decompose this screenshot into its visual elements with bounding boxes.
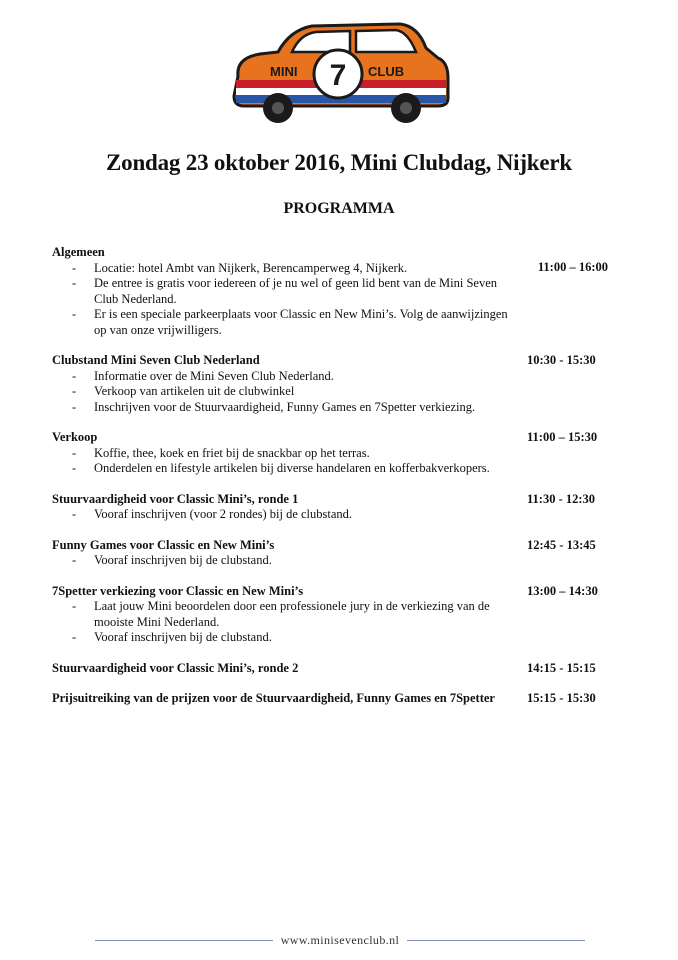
section-items — [52, 446, 622, 477]
section-time: 11:00 – 16:00 — [537, 260, 608, 274]
list-item: - Koffie, thee, koek en friet bij de snackbar op het terras. — [52, 446, 512, 462]
program-section — [52, 538, 622, 569]
section-title: Stuurvaardigheid voor Classic Mini’s, ronde 2 — [52, 660, 299, 675]
section-title: Clubstand Mini Seven Club Nederland — [52, 353, 260, 367]
program-section — [52, 584, 622, 646]
program-section — [52, 492, 622, 523]
section-title: Stuurvaardigheid voor Classic Mini’s, ronde 1 — [52, 491, 299, 506]
section-time: 14:15 - 15:15 — [527, 660, 596, 675]
list-item: - Vooraf inschrijven bij de clubstand. — [52, 630, 512, 646]
program-section — [52, 430, 622, 477]
section-header — [52, 430, 622, 446]
list-item: - Vooraf inschrijven (voor 2 rondes) bij de clubstand. — [52, 507, 512, 523]
list-item: - Informatie over de Mini Seven Club Nederland. — [52, 369, 512, 385]
list-item: - Locatie: hotel Ambt van Nijkerk, Berencamperweg 4, Nijkerk. — [52, 261, 512, 277]
section-header — [52, 245, 622, 261]
list-item: - Er is een speciale parkeerplaats voor Classic en New Mini’s. Volg de aanwijzingen op van onze vrijwilligers. — [52, 307, 512, 338]
section-items — [52, 599, 622, 646]
footer-rule-right — [407, 940, 585, 941]
program-section — [52, 691, 622, 707]
section-header — [52, 691, 622, 707]
section-items — [52, 553, 622, 569]
section-title: Prijsuitreiking van de prijzen voor de Stuurvaardigheid, Funny Games en 7Spetter — [52, 691, 495, 705]
logo-club-text: CLUB — [368, 64, 405, 79]
section-header — [52, 661, 622, 677]
section-title: Verkoop — [52, 430, 98, 444]
section-time: 15:15 - 15:30 — [527, 691, 596, 705]
page-subtitle: PROGRAMMA — [283, 200, 395, 217]
section-time: 10:30 - 15:30 — [527, 353, 596, 367]
list-item: - Onderdelen en lifestyle artikelen bij diverse handelaren en kofferbakverkopers. — [52, 461, 512, 477]
section-header — [52, 584, 622, 600]
list-item: - Verkoop van artikelen uit de clubwinkel — [52, 384, 512, 400]
section-items — [52, 507, 622, 523]
list-item: - Vooraf inschrijven bij de clubstand. — [52, 553, 512, 569]
logo-number-text: 7 — [329, 59, 347, 92]
mini-seven-club-logo — [220, 18, 460, 128]
program-list — [52, 245, 622, 722]
list-item: - Laat jouw Mini beoordelen door een professionele jury in de verkiezing van de mooiste Mini Nederland. — [52, 599, 512, 630]
section-time: 11:30 - 12:30 — [527, 491, 596, 506]
program-section — [52, 245, 622, 338]
section-header — [52, 538, 622, 554]
section-time: 13:00 – 14:30 — [527, 583, 598, 598]
program-section — [52, 353, 622, 415]
page-title: Zondag 23 oktober 2016, Mini Clubdag, Nijkerk — [106, 150, 572, 175]
section-time: 11:00 – 15:30 — [527, 430, 598, 444]
list-item: - De entree is gratis voor iedereen of je nu wel of geen lid bent van de Mini Seven Club Nederland. — [52, 276, 512, 307]
section-title: Funny Games voor Classic en New Mini’s — [52, 537, 275, 552]
footer-rule-left — [95, 940, 273, 941]
section-time: 12:45 - 13:45 — [527, 537, 596, 552]
section-header — [52, 492, 622, 508]
footer — [95, 933, 585, 948]
list-item: - Inschrijven voor de Stuurvaardigheid, Funny Games en 7Spetter verkiezing. — [52, 400, 512, 416]
section-items — [52, 261, 622, 339]
section-title: 7Spetter verkiezing voor Classic en New Mini’s — [52, 583, 304, 598]
logo-mini-text: MINI — [270, 64, 298, 79]
program-section — [52, 661, 622, 677]
footer-url[interactable]: www.minisevenclub.nl — [280, 933, 400, 947]
section-items — [52, 369, 622, 416]
section-header — [52, 353, 622, 369]
section-title: Algemeen — [52, 245, 105, 259]
